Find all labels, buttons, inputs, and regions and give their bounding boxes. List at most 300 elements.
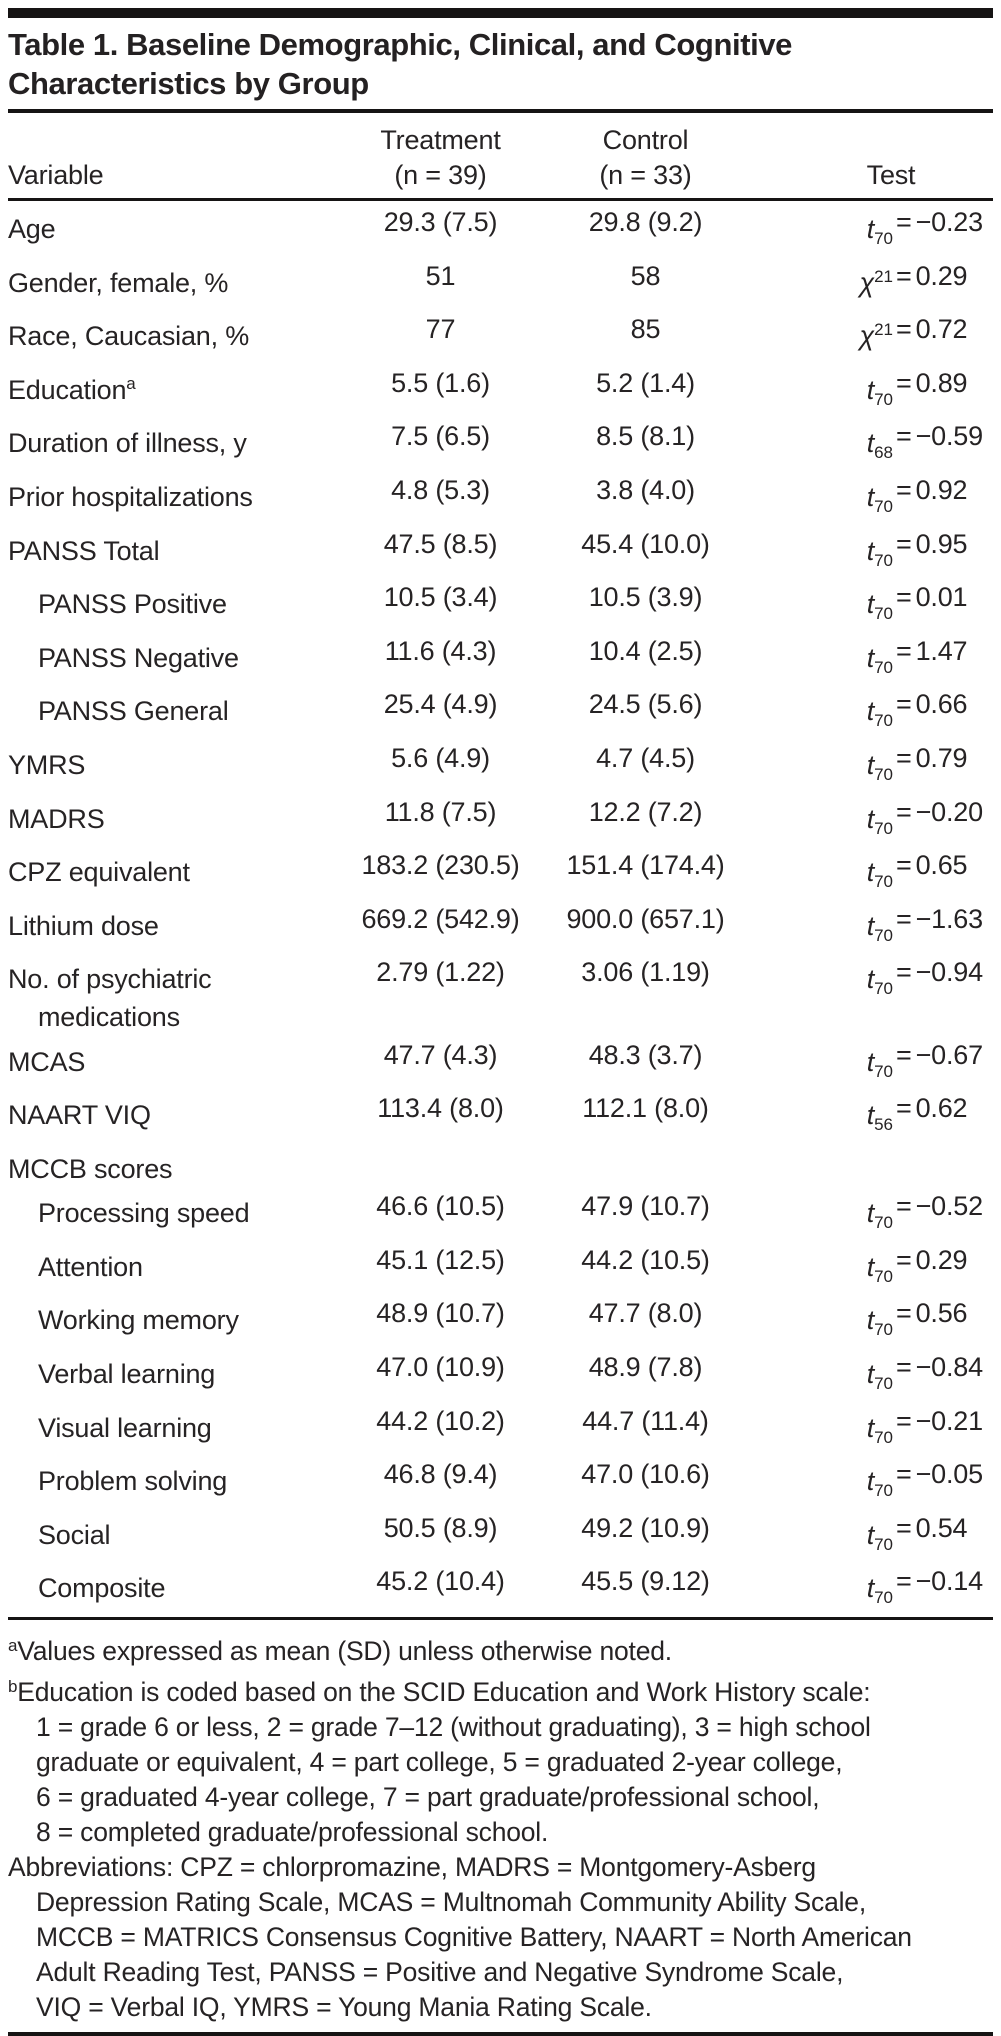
top-rule-bar	[8, 8, 993, 18]
test-statistic-value-part	[893, 1456, 993, 1510]
test-statistic-value-part	[893, 418, 993, 472]
test-expression	[763, 901, 993, 955]
test-expression	[763, 1295, 993, 1349]
table-row	[8, 311, 993, 365]
variable-label-line2: medications	[38, 1001, 180, 1032]
test-statistic-value: −0.21	[915, 1405, 983, 1436]
equals-sign: =	[896, 421, 912, 452]
test-statistic-symbol	[763, 954, 893, 1008]
test-statistic-subscript: 70	[874, 925, 893, 945]
test-statistic-letter: t	[866, 910, 875, 941]
test-statistic-value: 0.56	[915, 1298, 968, 1329]
variable-cell	[8, 686, 353, 740]
test-statistic-value-part	[893, 1403, 993, 1457]
footnote-line: 6 = graduated 4-year college, 7 = part graduate/professional school,	[36, 1782, 820, 1813]
table-row	[8, 686, 993, 740]
table-title-line2: Characteristics by Group	[8, 66, 369, 101]
test-expression	[763, 740, 993, 794]
variable-cell	[8, 847, 353, 901]
test-statistic-value-part	[893, 258, 993, 312]
test-statistic-value: 0.95	[915, 528, 968, 559]
equals-sign: =	[896, 1244, 912, 1275]
test-expression	[763, 1242, 993, 1296]
test-expression	[763, 633, 993, 687]
table-row	[8, 472, 993, 526]
test-statistic-cell	[763, 1563, 993, 1618]
treatment-value-cell: 10.5 (3.4)	[383, 582, 498, 613]
test-statistic-letter: t	[866, 1198, 875, 1229]
control-value-cell: 24.5 (5.6)	[588, 689, 703, 720]
variable-cell	[8, 1090, 353, 1144]
test-statistic-value-part	[893, 1349, 993, 1403]
equals-sign: =	[896, 260, 912, 291]
variable-cell	[8, 1188, 353, 1242]
variable-label: Gender, female, %	[8, 267, 229, 298]
control-value-cell: 112.1 (8.0)	[582, 1093, 709, 1124]
test-statistic-value-part	[893, 1242, 993, 1296]
control-value-cell: 4.7 (4.5)	[596, 742, 695, 773]
test-statistic-symbol	[763, 633, 893, 687]
test-statistic-cell	[763, 1188, 993, 1242]
footnotes-section	[8, 1628, 993, 2025]
test-statistic-symbol	[763, 686, 893, 740]
treatment-value-cell: 4.8 (5.3)	[391, 474, 490, 505]
table-row	[8, 1144, 993, 1189]
variable-cell	[8, 1510, 353, 1564]
equals-sign: =	[896, 1298, 912, 1329]
test-statistic-symbol	[763, 258, 893, 312]
treatment-value-cell: 29.3 (7.5)	[383, 207, 498, 237]
test-statistic-value: −0.05	[915, 1459, 983, 1490]
column-header-treatment	[353, 113, 528, 200]
test-statistic-value: −0.52	[915, 1191, 983, 1222]
equals-sign: =	[896, 957, 912, 988]
variable-cell	[8, 579, 353, 633]
test-statistic-symbol	[763, 1242, 893, 1296]
equals-sign: =	[896, 1512, 912, 1543]
test-statistic-value: −1.63	[915, 903, 983, 934]
table-title	[8, 25, 993, 103]
equals-sign: =	[896, 1039, 912, 1070]
test-statistic-subscript: 70	[874, 389, 893, 409]
treatment-value-cell: 47.0 (10.9)	[376, 1352, 505, 1383]
test-statistic-value-part	[893, 1090, 993, 1144]
test-statistic-value-part	[893, 1295, 993, 1349]
table-row	[8, 1037, 993, 1091]
test-statistic-subscript: 70	[874, 1427, 893, 1447]
treatment-value-cell: 11.6 (4.3)	[384, 635, 497, 666]
table-row	[8, 200, 993, 258]
test-statistic-cell	[763, 1144, 993, 1189]
variable-label: Race, Caucasian, %	[8, 321, 250, 352]
control-value-cell: 47.9 (10.7)	[581, 1191, 710, 1222]
test-statistic-letter: t	[866, 749, 875, 780]
table-row	[8, 418, 993, 472]
test-statistic-letter: t	[866, 1412, 875, 1443]
variable-cell	[8, 633, 353, 687]
footnote	[8, 1850, 993, 2025]
variable-cell	[8, 954, 353, 1036]
variable-label: PANSS Negative	[38, 642, 239, 673]
treatment-value-cell: 46.6 (10.5)	[376, 1191, 505, 1222]
test-statistic-symbol	[763, 794, 893, 848]
test-statistic-value-part	[893, 1510, 993, 1564]
variable-label: CPZ equivalent	[8, 857, 190, 888]
footnote-line: graduate or equivalent, 4 = part college, 5 = graduated 2-year college,	[36, 1747, 843, 1778]
equals-sign: =	[896, 635, 912, 666]
test-statistic-subscript: 70	[874, 550, 893, 570]
control-value-cell: 10.5 (3.9)	[588, 582, 703, 613]
test-statistic-cell	[763, 1295, 993, 1349]
table-row	[8, 1510, 993, 1564]
test-statistic-cell	[763, 686, 993, 740]
test-statistic-cell	[763, 954, 993, 1036]
test-expression	[763, 1037, 993, 1091]
equals-sign: =	[896, 742, 912, 773]
test-statistic-subscript: 70	[874, 1213, 893, 1233]
test-statistic-symbol	[763, 740, 893, 794]
treatment-value-cell: 48.9 (10.7)	[376, 1298, 505, 1329]
control-value-cell: 151.4 (174.4)	[566, 850, 725, 881]
test-statistic-letter: t	[866, 214, 875, 244]
control-value-cell: 48.9 (7.8)	[588, 1352, 703, 1383]
variable-label: Prior hospitalizations	[8, 481, 253, 512]
treatment-group-label: Treatment	[380, 125, 501, 155]
table-row	[8, 1188, 993, 1242]
test-statistic-letter: t	[866, 696, 875, 727]
variable-footnote-marker: a	[126, 373, 136, 393]
control-value-cell: 29.8 (9.2)	[588, 207, 703, 237]
equals-sign: =	[896, 582, 912, 613]
test-statistic-cell	[763, 200, 993, 258]
bottom-rule	[8, 2032, 993, 2036]
treatment-n-label: (n = 39)	[394, 160, 487, 190]
equals-sign: =	[896, 903, 912, 934]
test-statistic-subscript: 70	[874, 1588, 893, 1608]
equals-sign: =	[896, 207, 912, 237]
variable-cell	[8, 418, 353, 472]
test-statistic-subscript: 70	[874, 872, 893, 892]
variable-label: Visual learning	[38, 1412, 212, 1443]
test-statistic-letter: χ	[859, 321, 875, 352]
test-expression	[763, 794, 993, 848]
treatment-value-cell: 44.2 (10.2)	[376, 1405, 505, 1436]
variable-cell	[8, 258, 353, 312]
variable-label: PANSS General	[38, 696, 229, 727]
treatment-value-cell: 51	[425, 260, 456, 291]
test-statistic-symbol	[763, 1188, 893, 1242]
control-value-cell: 45.4 (10.0)	[581, 528, 710, 559]
treatment-value-cell: 50.5 (8.9)	[383, 1512, 498, 1543]
test-statistic-subscript: 70	[874, 657, 893, 677]
equals-sign: =	[896, 850, 912, 881]
test-statistic-value-part	[893, 633, 993, 687]
treatment-value-cell: 47.5 (8.5)	[383, 528, 498, 559]
table-row	[8, 526, 993, 580]
table-title-line1: Table 1. Baseline Demographic, Clinical, and Cognitive	[8, 27, 793, 62]
variable-cell	[8, 472, 353, 526]
test-statistic-value-part	[893, 1188, 993, 1242]
test-statistic-cell	[763, 1090, 993, 1144]
control-value-cell: 5.2 (1.4)	[596, 367, 695, 398]
test-statistic-value: −0.59	[915, 421, 983, 452]
test-statistic-symbol	[763, 1563, 893, 1617]
test-statistic-subscript: 68	[874, 443, 893, 463]
footnote-line: MCCB = MATRICS Consensus Cognitive Battery, NAART = North American	[36, 1922, 912, 1953]
variable-label: Processing speed	[38, 1198, 250, 1229]
test-expression	[763, 1403, 993, 1457]
control-value-cell: 58	[630, 260, 661, 291]
test-statistic-value: −0.23	[915, 207, 983, 237]
test-statistic-cell	[763, 794, 993, 848]
variable-label: MCCB scores	[8, 1153, 173, 1184]
treatment-value-cell: 77	[425, 314, 456, 345]
variable-cell	[8, 1349, 353, 1403]
test-statistic-value-part	[893, 472, 993, 526]
test-statistic-value-part	[893, 954, 993, 1008]
test-statistic-cell	[763, 1242, 993, 1296]
control-value-cell: 48.3 (3.7)	[588, 1039, 703, 1070]
test-statistic-value-part	[893, 847, 993, 901]
test-statistic-cell	[763, 901, 993, 955]
test-statistic-subscript: 70	[874, 1534, 893, 1554]
test-statistic-cell	[763, 1037, 993, 1091]
test-statistic-letter: t	[866, 964, 875, 995]
test-expression	[763, 258, 993, 312]
variable-label: No. of psychiatric	[8, 964, 212, 995]
test-statistic-subscript: 70	[874, 979, 893, 999]
table-row	[8, 1090, 993, 1144]
variable-cell	[8, 526, 353, 580]
test-statistic-symbol	[763, 204, 893, 258]
test-statistic-value: −0.67	[915, 1039, 983, 1070]
equals-sign: =	[896, 689, 912, 720]
variable-cell	[8, 901, 353, 955]
table-row	[8, 1295, 993, 1349]
test-statistic-symbol	[763, 1090, 893, 1144]
test-statistic-value-part	[893, 311, 993, 365]
test-statistic-subscript: 70	[874, 1061, 893, 1081]
variable-label: Lithium dose	[8, 910, 159, 941]
footnote-line: $^a$Values expressed as mean (SD) unless otherwise noted.	[8, 1636, 672, 1667]
test-statistic-value: 0.62	[915, 1093, 968, 1124]
test-statistic-letter: χ	[859, 267, 875, 298]
control-value-cell: 8.5 (8.1)	[596, 421, 695, 452]
test-statistic-symbol	[763, 1403, 893, 1457]
test-statistic-value: 0.29	[915, 260, 968, 291]
test-statistic-subscript: 56	[874, 1115, 893, 1135]
control-value-cell	[528, 1144, 763, 1189]
table-row	[8, 1242, 993, 1296]
test-statistic-value-part	[893, 365, 993, 419]
test-expression	[763, 526, 993, 580]
test-statistic-cell	[763, 1456, 993, 1510]
test-statistic-value: −0.94	[915, 957, 983, 988]
test-statistic-cell	[763, 258, 993, 312]
test-statistic-symbol	[763, 1295, 893, 1349]
footnote-line: 1 = grade 6 or less, 2 = grade 7–12 (without graduating), 3 = high school	[36, 1712, 871, 1743]
variable-cell	[8, 1295, 353, 1349]
test-statistic-cell	[763, 311, 993, 365]
test-expression	[763, 1456, 993, 1510]
test-statistic-letter: t	[866, 1519, 875, 1550]
test-statistic-superscript: 21	[874, 266, 893, 286]
test-statistic-letter: t	[866, 1100, 875, 1131]
test-statistic-subscript: 70	[874, 1320, 893, 1340]
test-statistic-letter: t	[866, 428, 875, 459]
test-expression	[763, 579, 993, 633]
equals-sign: =	[896, 1459, 912, 1490]
test-statistic-cell	[763, 579, 993, 633]
test-statistic-letter: t	[866, 1359, 875, 1390]
control-value-cell: 49.2 (10.9)	[581, 1512, 710, 1543]
test-statistic-value-part	[893, 204, 993, 258]
footnote	[8, 1628, 993, 1669]
control-value-cell: 44.2 (10.5)	[581, 1244, 710, 1275]
variable-label: Social	[38, 1519, 111, 1550]
test-statistic-symbol	[763, 526, 893, 580]
variable-label: MADRS	[8, 803, 105, 834]
test-statistic-value: 0.89	[915, 367, 968, 398]
test-expression	[763, 1188, 993, 1242]
test-statistic-value: 0.72	[915, 314, 968, 345]
variable-label: Attention	[38, 1251, 143, 1282]
test-statistic-letter: t	[866, 1305, 875, 1336]
test-statistic-value: 0.29	[915, 1244, 968, 1275]
test-statistic-cell	[763, 740, 993, 794]
table-body	[8, 200, 993, 1619]
variable-label: PANSS Positive	[38, 589, 227, 620]
test-expression	[763, 365, 993, 419]
test-statistic-letter: t	[866, 589, 875, 620]
test-statistic-cell	[763, 1403, 993, 1457]
test-statistic-symbol	[763, 311, 893, 365]
header-row	[8, 113, 993, 200]
control-value-cell: 85	[630, 314, 661, 345]
test-expression	[763, 1563, 993, 1617]
test-statistic-cell	[763, 526, 993, 580]
test-statistic-value: −0.20	[915, 796, 983, 827]
test-statistic-letter: t	[866, 1046, 875, 1077]
equals-sign: =	[896, 474, 912, 505]
variable-cell	[8, 1456, 353, 1510]
variable-cell	[8, 1563, 353, 1618]
test-statistic-value: 0.66	[915, 689, 968, 720]
control-value-cell: 47.0 (10.6)	[581, 1459, 710, 1490]
variable-label: Composite	[38, 1573, 166, 1604]
variable-label: YMRS	[8, 749, 86, 780]
test-statistic-value-part	[893, 686, 993, 740]
test-expression	[763, 472, 993, 526]
table-header	[8, 113, 993, 200]
test-expression	[763, 1349, 993, 1403]
table-row	[8, 1403, 993, 1457]
table-row	[8, 1456, 993, 1510]
test-statistic-letter: t	[866, 1466, 875, 1497]
table-row	[8, 954, 993, 1036]
equals-sign: =	[896, 1093, 912, 1124]
test-statistic-symbol	[763, 847, 893, 901]
equals-sign: =	[896, 528, 912, 559]
table-row	[8, 1563, 993, 1618]
test-statistic-symbol	[763, 365, 893, 419]
test-statistic-symbol	[763, 472, 893, 526]
test-statistic-cell	[763, 1349, 993, 1403]
footnote-line: Depression Rating Scale, MCAS = Multnomah Community Ability Scale,	[36, 1887, 866, 1918]
equals-sign: =	[896, 1566, 912, 1597]
test-statistic-symbol	[763, 1037, 893, 1091]
test-statistic-subscript: 70	[874, 1266, 893, 1286]
variable-label: Verbal learning	[38, 1359, 216, 1390]
control-value-cell: 45.5 (9.12)	[581, 1566, 710, 1597]
table-row	[8, 258, 993, 312]
test-statistic-cell	[763, 847, 993, 901]
footnote-line: Adult Reading Test, PANSS = Positive and Negative Syndrome Scale,	[36, 1957, 844, 1988]
test-statistic-subscript: 70	[874, 711, 893, 731]
footnote	[8, 1669, 993, 1850]
table-row	[8, 633, 993, 687]
treatment-value-cell: 25.4 (4.9)	[383, 689, 498, 720]
table-row	[8, 740, 993, 794]
test-statistic-value: −0.14	[915, 1566, 983, 1597]
test-statistic-value-part	[893, 1563, 993, 1617]
test-statistic-value: 1.47	[915, 635, 968, 666]
variable-label: PANSS Total	[8, 535, 160, 566]
control-value-cell: 900.0 (657.1)	[566, 903, 725, 934]
equals-sign: =	[896, 314, 912, 345]
test-statistic-value: 0.79	[915, 742, 968, 773]
treatment-value-cell: 11.8 (7.5)	[384, 796, 497, 827]
test-expression	[763, 847, 993, 901]
treatment-value-cell: 669.2 (542.9)	[361, 903, 520, 934]
test-expression	[763, 311, 993, 365]
test-statistic-value-part	[893, 526, 993, 580]
treatment-value-cell: 5.5 (1.6)	[391, 367, 490, 398]
variable-cell	[8, 200, 353, 258]
test-statistic-value: 0.54	[915, 1512, 968, 1543]
test-statistic-value-part	[893, 579, 993, 633]
test-statistic-value: 0.01	[915, 582, 968, 613]
test-statistic-subscript: 70	[874, 1374, 893, 1394]
variable-cell	[8, 311, 353, 365]
control-group-label: Control	[602, 125, 689, 155]
footnote-line: 8 = completed graduate/professional school.	[36, 1817, 549, 1848]
footnote-marker: a	[8, 1636, 18, 1656]
control-value-cell: 10.4 (2.5)	[588, 635, 703, 666]
test-statistic-subscript: 70	[874, 818, 893, 838]
variable-label: Education	[8, 374, 127, 405]
test-statistic-letter: t	[866, 857, 875, 888]
test-expression	[763, 1090, 993, 1144]
control-value-cell: 12.2 (7.2)	[588, 796, 703, 827]
footnote-marker: b	[8, 1677, 18, 1697]
variable-label: Problem solving	[38, 1466, 228, 1497]
demographics-table	[8, 113, 993, 1620]
column-header-test: Test	[763, 113, 993, 200]
control-value-cell: 3.06 (1.19)	[581, 957, 710, 988]
test-statistic-letter: t	[866, 1573, 875, 1604]
footnote-line: $^b$Education is coded based on the SCID Education and Work History scale:	[8, 1677, 871, 1708]
test-expression	[763, 204, 993, 258]
variable-label: Working memory	[38, 1305, 239, 1336]
treatment-value-cell: 2.79 (1.22)	[376, 957, 505, 988]
variable-cell	[8, 740, 353, 794]
treatment-value-cell	[353, 1144, 528, 1189]
variable-cell	[8, 1144, 353, 1189]
treatment-value-cell: 47.7 (4.3)	[383, 1039, 498, 1070]
treatment-value-cell: 5.6 (4.9)	[391, 742, 490, 773]
treatment-value-cell: 46.8 (9.4)	[383, 1459, 498, 1490]
